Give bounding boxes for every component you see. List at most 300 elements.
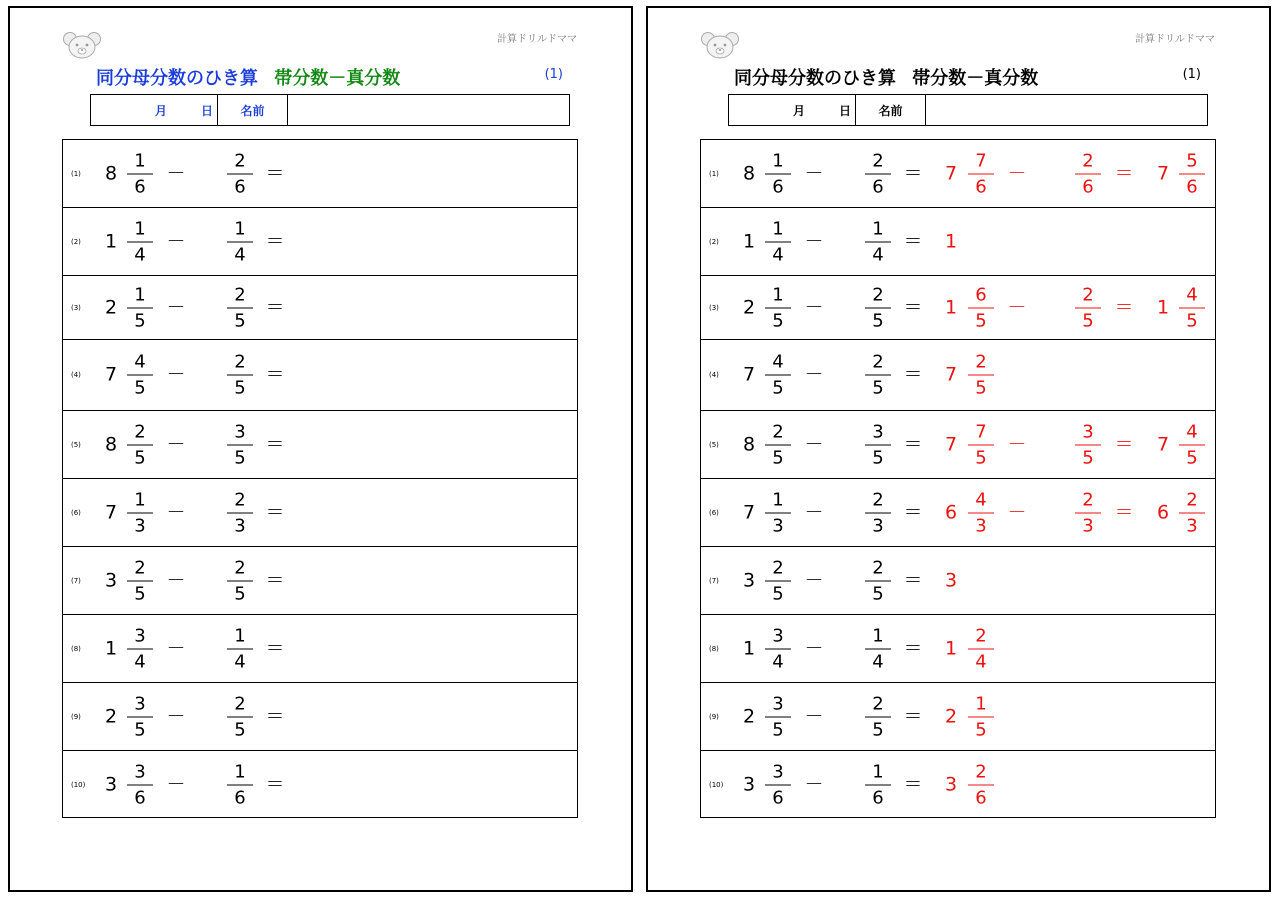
problem-number: (3) (71, 303, 81, 312)
equals-sign: ＝ (265, 501, 285, 523)
subtrahend-fraction (865, 488, 891, 537)
day-label: 日 (201, 103, 214, 118)
whole-number: 1 (742, 637, 756, 659)
subtrahend-fraction (865, 692, 891, 741)
subtrahend-fraction (227, 283, 253, 332)
fraction-numerator: 2 (134, 557, 146, 578)
answer-fraction (968, 149, 994, 198)
final-answer-fraction-bar (1179, 444, 1205, 445)
subtrahend-fraction-numerator: 2 (872, 150, 884, 171)
subtrahend-fraction-numerator: 3 (234, 421, 246, 442)
answer-fraction (968, 488, 994, 537)
minus-sign: － (804, 501, 824, 523)
subtrahend-fraction-numerator: 1 (872, 761, 884, 783)
final-answer-whole: 6 (1156, 501, 1170, 523)
answer-subtrahend-fraction-numerator: 2 (1082, 150, 1094, 171)
minus-sign: － (166, 773, 186, 796)
minus-sign: － (804, 363, 824, 386)
final-answer-fraction-denominator: 5 (1186, 310, 1198, 331)
subtrahend-fraction-denominator: 5 (872, 447, 884, 468)
problem-number: (8) (709, 644, 719, 653)
equals-sign: ＝ (265, 705, 285, 727)
fraction-denominator: 5 (134, 719, 146, 740)
problem-row (63, 208, 577, 276)
fraction-numerator: 3 (772, 625, 784, 646)
problem-number: (10) (709, 781, 724, 789)
problem-number: (9) (709, 712, 719, 721)
answer-whole: 1 (944, 637, 958, 659)
answer-whole: 3 (944, 569, 958, 591)
sheet-number: (1) (544, 67, 563, 82)
minus-sign: － (166, 705, 186, 727)
subtrahend-fraction (227, 217, 253, 266)
minus-sign: － (804, 705, 824, 727)
answer-subtrahend-fraction (1075, 420, 1101, 469)
fraction (765, 149, 791, 198)
problem-number: (5) (71, 440, 81, 449)
whole-number: 7 (742, 501, 756, 523)
fraction (127, 283, 153, 332)
subtrahend-fraction-denominator: 4 (872, 651, 884, 672)
final-answer-fraction-numerator: 4 (1186, 284, 1198, 305)
minus-sign: － (166, 501, 186, 523)
brand-text: 計算ドリルドママ (1135, 34, 1215, 45)
equals-sign: ＝ (903, 363, 923, 386)
page-title (734, 64, 1038, 90)
fraction-numerator: 1 (772, 284, 784, 305)
minus-sign: － (804, 162, 824, 184)
subtrahend-fraction-numerator: 2 (234, 557, 246, 578)
minus-sign: － (166, 162, 186, 184)
title-part1: 同分母分数のひき算 (734, 68, 896, 89)
subtrahend-fraction (227, 761, 253, 810)
worksheet-problems (8, 6, 633, 892)
subtrahend-fraction-denominator: 4 (234, 651, 246, 672)
whole-number: 7 (742, 363, 756, 386)
fraction (127, 351, 153, 400)
fraction-numerator: 4 (772, 351, 784, 373)
problem-number: (7) (71, 576, 81, 585)
problem-row (63, 751, 577, 819)
problem-number: (8) (71, 644, 81, 653)
fraction-numerator: 2 (772, 557, 784, 578)
minus-sign: － (166, 363, 186, 386)
minus-sign: － (804, 230, 824, 252)
problem-number: (4) (709, 371, 719, 379)
answer-fraction-bar (968, 173, 994, 174)
month-label: 月 (155, 103, 168, 118)
final-answer-fraction-bar (1179, 307, 1205, 308)
subtrahend-fraction (227, 692, 253, 741)
problem-number: (1) (709, 169, 719, 178)
answer-subtrahend-fraction (1075, 488, 1101, 537)
answer-fraction-bar (968, 375, 994, 376)
final-answer-fraction (1179, 420, 1205, 469)
answer-fraction-denominator: 5 (975, 719, 987, 740)
problem-row (701, 208, 1215, 276)
whole-number: 7 (104, 363, 118, 386)
subtrahend-fraction-denominator: 4 (872, 244, 884, 265)
fraction-denominator: 5 (134, 583, 146, 604)
fraction-denominator: 5 (134, 447, 146, 468)
subtrahend-fraction-bar (865, 716, 891, 717)
problem-row (701, 547, 1215, 615)
subtrahend-fraction-denominator: 5 (234, 377, 246, 399)
fraction-denominator: 5 (772, 447, 784, 468)
minus-sign: － (166, 433, 186, 455)
answer-subtrahend-fraction-bar (1075, 444, 1101, 445)
fraction-bar (765, 580, 791, 581)
fraction-numerator: 1 (134, 218, 146, 239)
subtrahend-fraction-denominator: 5 (234, 310, 246, 331)
answer-fraction-denominator: 4 (975, 651, 987, 672)
fraction (765, 692, 791, 741)
sheet-number: (1) (1182, 67, 1201, 82)
subtrahend-fraction-bar (865, 580, 891, 581)
problem-number: (10) (71, 781, 86, 789)
answer-fraction (968, 761, 994, 810)
subtrahend-fraction (865, 217, 891, 266)
fraction-denominator: 4 (134, 244, 146, 265)
answer-subtrahend-fraction-bar (1075, 173, 1101, 174)
answer-whole: 3 (944, 773, 958, 796)
fraction (765, 556, 791, 605)
whole-number: 1 (104, 637, 118, 659)
fraction-bar (765, 444, 791, 445)
fraction-numerator: 3 (134, 625, 146, 646)
subtrahend-fraction-numerator: 2 (234, 489, 246, 510)
subtrahend-fraction-denominator: 6 (234, 787, 246, 809)
subtrahend-fraction-denominator: 5 (872, 377, 884, 399)
problem-number: (2) (71, 237, 81, 246)
subtrahend-fraction-bar (865, 444, 891, 445)
subtrahend-fraction-denominator: 5 (872, 310, 884, 331)
equals-sign: ＝ (265, 637, 285, 659)
problem-number: (9) (71, 712, 81, 721)
subtrahend-fraction (865, 761, 891, 810)
subtrahend-fraction-numerator: 1 (872, 625, 884, 646)
whole-number: 2 (104, 705, 118, 727)
name-field[interactable] (288, 95, 569, 125)
name-label: 名前 (218, 95, 288, 125)
minus-sign: － (804, 637, 824, 659)
answer-subtrahend-fraction-numerator: 3 (1082, 421, 1094, 442)
problem-row (63, 547, 577, 615)
subtrahend-fraction-numerator: 1 (234, 625, 246, 646)
subtrahend-fraction (865, 351, 891, 400)
answer-fraction-bar (968, 307, 994, 308)
fraction-bar (127, 580, 153, 581)
equals-sign: ＝ (903, 637, 923, 659)
answer-whole: 2 (944, 705, 958, 727)
answer-whole: 7 (944, 433, 958, 455)
fraction-bar (765, 375, 791, 376)
minus-sign: － (166, 637, 186, 659)
fraction-denominator: 6 (772, 176, 784, 197)
answer-fraction (968, 351, 994, 400)
fraction-denominator: 4 (772, 244, 784, 265)
subtrahend-fraction-numerator: 1 (234, 761, 246, 783)
whole-number: 2 (742, 705, 756, 727)
fraction-bar (765, 785, 791, 786)
subtrahend-fraction (227, 420, 253, 469)
fraction-denominator: 6 (772, 787, 784, 809)
answer-fraction-numerator: 7 (975, 421, 987, 442)
fraction-denominator: 5 (772, 583, 784, 604)
name-date-box (90, 94, 570, 126)
answer-fraction-numerator: 1 (975, 693, 987, 714)
subtrahend-fraction-denominator: 5 (872, 583, 884, 604)
subtrahend-fraction-numerator: 1 (234, 218, 246, 239)
fraction (127, 761, 153, 810)
problem-row (701, 751, 1215, 819)
subtrahend-fraction-bar (227, 375, 253, 376)
fraction-denominator: 6 (134, 787, 146, 809)
subtrahend-fraction-bar (865, 307, 891, 308)
whole-number: 1 (742, 230, 756, 252)
answer-fraction-denominator: 6 (975, 176, 987, 197)
fraction (765, 283, 791, 332)
equals-sign: ＝ (903, 296, 923, 318)
fraction (127, 624, 153, 673)
subtrahend-fraction-denominator: 5 (234, 583, 246, 604)
subtrahend-fraction-denominator: 5 (234, 719, 246, 740)
subtrahend-fraction-denominator: 6 (872, 787, 884, 809)
answer-fraction-bar (968, 512, 994, 513)
whole-number: 8 (104, 433, 118, 455)
answer-fraction-denominator: 6 (975, 787, 987, 809)
answer-fraction-bar (968, 716, 994, 717)
subtrahend-fraction-denominator: 5 (234, 447, 246, 468)
equals-sign: ＝ (265, 773, 285, 796)
problem-number: (1) (71, 169, 81, 178)
answer-fraction-numerator: 6 (975, 284, 987, 305)
subtrahend-fraction (865, 149, 891, 198)
whole-number: 3 (104, 569, 118, 591)
problem-list (62, 139, 578, 818)
equals-sign: ＝ (903, 230, 923, 252)
subtrahend-fraction-bar (227, 648, 253, 649)
problem-row (63, 140, 577, 208)
minus-sign: － (166, 569, 186, 591)
answer-fraction-numerator: 4 (975, 489, 987, 510)
fraction-denominator: 5 (772, 377, 784, 399)
name-date-box (728, 94, 1208, 126)
fraction-bar (127, 648, 153, 649)
date-field[interactable] (91, 95, 218, 125)
subtrahend-fraction-numerator: 2 (234, 693, 246, 714)
fraction (127, 488, 153, 537)
bear-logo-icon (700, 30, 740, 60)
month-label: 月 (793, 103, 806, 118)
answer-subtrahend-fraction-denominator: 3 (1082, 515, 1094, 536)
problem-row (63, 479, 577, 547)
subtrahend-fraction-bar (227, 512, 253, 513)
fraction-bar (765, 648, 791, 649)
answer-minus-sign: － (1007, 501, 1027, 523)
fraction-bar (765, 307, 791, 308)
day-label: 日 (839, 103, 852, 118)
fraction-numerator: 3 (772, 761, 784, 783)
fraction-numerator: 1 (772, 218, 784, 239)
final-answer-fraction-denominator: 3 (1186, 515, 1198, 536)
answer-fraction-numerator: 2 (975, 351, 987, 373)
subtrahend-fraction-bar (865, 375, 891, 376)
answer-fraction (968, 624, 994, 673)
equals-sign: ＝ (903, 162, 923, 184)
subtrahend-fraction-bar (865, 648, 891, 649)
minus-sign: － (804, 296, 824, 318)
answer-fraction-denominator: 3 (975, 515, 987, 536)
fraction-bar (765, 716, 791, 717)
minus-sign: － (166, 230, 186, 252)
minus-sign: － (804, 773, 824, 796)
subtrahend-fraction-denominator: 6 (872, 176, 884, 197)
final-answer-fraction-numerator: 5 (1186, 150, 1198, 171)
subtrahend-fraction-denominator: 4 (234, 244, 246, 265)
subtrahend-fraction-numerator: 1 (872, 218, 884, 239)
answer-subtrahend-fraction-bar (1075, 307, 1101, 308)
title-part1: 同分母分数のひき算 (96, 68, 258, 89)
equals-sign: ＝ (903, 501, 923, 523)
answer-whole: 1 (944, 296, 958, 318)
answer-fraction-bar (968, 444, 994, 445)
answer-equals-sign: ＝ (1114, 296, 1134, 318)
subtrahend-fraction-numerator: 2 (872, 557, 884, 578)
answer-fraction-bar (968, 785, 994, 786)
fraction-numerator: 1 (134, 489, 146, 510)
fraction (127, 420, 153, 469)
date-field[interactable] (729, 95, 856, 125)
subtrahend-fraction-bar (227, 785, 253, 786)
fraction (127, 692, 153, 741)
problem-number: (4) (71, 371, 81, 379)
final-answer-fraction-bar (1179, 512, 1205, 513)
answer-list (700, 139, 1216, 818)
whole-number: 8 (742, 162, 756, 184)
answer-equals-sign: ＝ (1114, 501, 1134, 523)
final-answer-fraction (1179, 488, 1205, 537)
minus-sign: － (804, 569, 824, 591)
fraction (765, 420, 791, 469)
whole-number: 8 (742, 433, 756, 455)
answer-subtrahend-fraction-denominator: 5 (1082, 447, 1094, 468)
worksheet-answers (646, 6, 1271, 892)
answer-fraction-numerator: 2 (975, 625, 987, 646)
fraction-denominator: 6 (134, 176, 146, 197)
fraction-bar (765, 241, 791, 242)
fraction-bar (127, 375, 153, 376)
final-answer-fraction (1179, 283, 1205, 332)
subtrahend-fraction-numerator: 2 (872, 284, 884, 305)
answer-whole: 7 (944, 363, 958, 386)
fraction-denominator: 5 (134, 377, 146, 399)
fraction (765, 488, 791, 537)
answer-fraction (968, 283, 994, 332)
fraction-bar (127, 716, 153, 717)
answer-subtrahend-fraction-denominator: 5 (1082, 310, 1094, 331)
answer-subtrahend-fraction (1075, 283, 1101, 332)
final-answer-fraction-numerator: 4 (1186, 421, 1198, 442)
fraction (765, 624, 791, 673)
answer-whole: 1 (944, 230, 958, 252)
answer-minus-sign: － (1007, 162, 1027, 184)
equals-sign: ＝ (903, 433, 923, 455)
subtrahend-fraction-numerator: 2 (234, 150, 246, 171)
fraction-numerator: 1 (772, 489, 784, 510)
equals-sign: ＝ (265, 363, 285, 386)
fraction-numerator: 2 (772, 421, 784, 442)
answer-fraction-denominator: 5 (975, 447, 987, 468)
problem-row (63, 276, 577, 340)
problem-row (701, 479, 1215, 547)
fraction-bar (127, 785, 153, 786)
subtrahend-fraction (865, 624, 891, 673)
equals-sign: ＝ (903, 569, 923, 591)
whole-number: 2 (104, 296, 118, 318)
final-answer-fraction (1179, 149, 1205, 198)
subtrahend-fraction (865, 556, 891, 605)
fraction (127, 556, 153, 605)
subtrahend-fraction (227, 149, 253, 198)
final-answer-fraction-denominator: 5 (1186, 447, 1198, 468)
equals-sign: ＝ (265, 569, 285, 591)
fraction-bar (127, 307, 153, 308)
problem-row (63, 615, 577, 683)
fraction-bar (127, 241, 153, 242)
whole-number: 1 (104, 230, 118, 252)
problem-number: (6) (71, 508, 81, 517)
problem-number: (5) (709, 440, 719, 449)
fraction-bar (765, 512, 791, 513)
subtrahend-fraction-bar (227, 444, 253, 445)
fraction-denominator: 5 (772, 719, 784, 740)
final-answer-whole: 1 (1156, 296, 1170, 318)
name-field[interactable] (926, 95, 1207, 125)
final-answer-whole: 7 (1156, 433, 1170, 455)
subtrahend-fraction-numerator: 2 (872, 489, 884, 510)
answer-fraction-numerator: 2 (975, 761, 987, 783)
problem-row (701, 411, 1215, 479)
fraction (765, 351, 791, 400)
fraction (127, 217, 153, 266)
subtrahend-fraction-numerator: 2 (234, 284, 246, 305)
answer-equals-sign: ＝ (1114, 433, 1134, 455)
problem-number: (6) (709, 508, 719, 517)
answer-subtrahend-fraction-bar (1075, 512, 1101, 513)
page-title (96, 64, 400, 90)
subtrahend-fraction-bar (227, 307, 253, 308)
subtrahend-fraction-denominator: 6 (234, 176, 246, 197)
answer-whole: 6 (944, 501, 958, 523)
subtrahend-fraction-numerator: 2 (872, 351, 884, 373)
subtrahend-fraction (227, 488, 253, 537)
problem-row (63, 683, 577, 751)
problem-number: (7) (709, 576, 719, 585)
answer-subtrahend-fraction-numerator: 2 (1082, 489, 1094, 510)
answer-fraction (968, 692, 994, 741)
problem-number: (3) (709, 303, 719, 312)
answer-minus-sign: － (1007, 433, 1027, 455)
name-label: 名前 (856, 95, 926, 125)
fraction-numerator: 4 (134, 351, 146, 373)
fraction-bar (127, 444, 153, 445)
fraction-denominator: 3 (772, 515, 784, 536)
equals-sign: ＝ (903, 705, 923, 727)
subtrahend-fraction-bar (865, 173, 891, 174)
whole-number: 3 (104, 773, 118, 796)
whole-number: 3 (742, 569, 756, 591)
